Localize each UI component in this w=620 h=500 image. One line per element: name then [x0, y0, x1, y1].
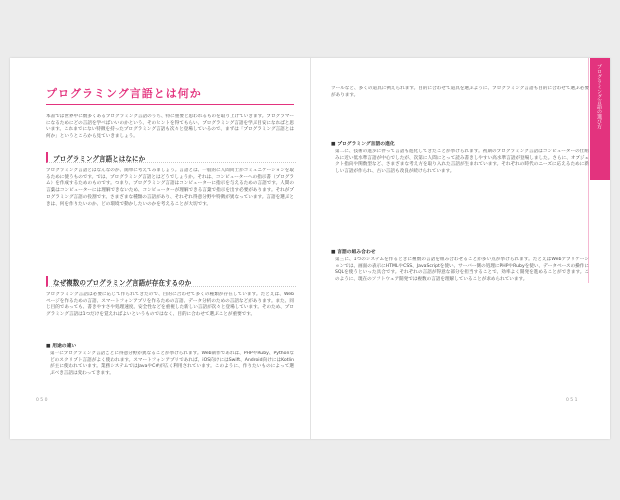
- subsection-heading: ■ プログラミング言語の進化: [331, 142, 395, 147]
- thumb-index-rule: [588, 58, 589, 283]
- section-heading: [46, 276, 296, 287]
- page-number-right: 0 5 1: [566, 398, 578, 403]
- continued-paragraph: ツールなど、多くの道具に例えられます。目的に合わせて道具を選ぶように、プログラミング言語も目的に合わせて選ぶ必要があります。: [331, 86, 589, 98]
- chapter-title: プログラミング言語とは何か: [46, 85, 294, 105]
- subsection-body: 第一にプログラミング言語ごとに得意分野が異なることが挙げられます。Web制作であれば、PHPやRuby、Pythonなどのスクリプト言語がよく使われます。スマートフォンアプリであれば、iOS向けにはSwift、Android向けにはKotlinが主に使われています。業務システムではJavaやC#が広く利用されています。このように、作りたいものによって選ぶべき言語は変わってきます。: [50, 351, 294, 377]
- intro-paragraph: 本書では世界中に数多くあるプログラミング言語のうち、特に重要と思われるものを取り上げていきます。プログラマーになるためにどの言語を学べばいいのかという、そのヒントを得てもらい、プログラミング言語を学ぶ目安になればと思います。これまでにない特徴を持ったプログラミング言語も次々と登場しているので、まずは「プログラミング言語とは何か」というところから見ていきましょう。: [46, 114, 294, 140]
- section-heading-text: なぜ複数のプログラミング言語が存在するのか: [53, 279, 192, 287]
- thumb-index-tab: [590, 58, 610, 180]
- subsection-heading: ■ 言語の組み合わせ: [331, 250, 376, 255]
- section-body: プログラミング言語は必要に応じて作られてきたので、目的に合わせて多くの種類が存在しています。たとえば、Webページを作るための言語、スマートフォンアプリを作るための言語、データ分析のための言語などがあります。また、同じ目的であっても、書きやすさや処理速度、安全性などを重視した新しい言語が次々と登場しています。そのため、プログラミング言語は1つだけを覚えればよいというものではなく、目的に合わせて選ぶことが重要です。: [46, 292, 294, 318]
- left-page: [10, 58, 310, 439]
- section-body: プログラミング言語とはなんなのか、簡単に考えてみましょう。言語とは、一般的に人間同士がコミュニケーションを取るために使うものです。では、プログラミング言語とはどうでしょうか。それは、コンピューターへの指示書（プログラム）を作成するためのものです。つまり、プログラミング言語はコンピューターに指示を与えるための言語です。人間の言葉はコンピューターには理解できないため、コンピューターが理解できる言葉で指示を出す必要があります。それがプログラミング言語の役割です。さまざまな種類の言語があり、それぞれ得意分野や特徴が異なっています。言語を選ぶときは、何を作りたいのか、どの環境で動かしたいのかを考えることが大切です。: [46, 168, 294, 207]
- subsection-body: 第二に、技術の進歩に伴って言語も進化してきたことが挙げられます。初期のプログラミング言語はコンピューターの仕組みに近い低水準言語が中心でしたが、次第に人間にとって読み書きしやすい高水準言語が登場しました。さらに、オブジェクト指向や関数型など、さまざまな考え方を取り入れた言語が生まれています。それぞれの時代のニーズに応えるために新しい言語が作られ、古い言語も改良が続けられています。: [335, 149, 589, 175]
- subsection-heading: ■ 用途の違い: [46, 344, 77, 349]
- page-number-left: 0 5 0: [36, 398, 48, 403]
- subsection-body: 第三に、1つのシステムを作るときに複数の言語を組み合わせることが多い点が挙げられます。たとえばWebアプリケーションでは、画面の表示にHTMLやCSS、JavaScriptを使い、サーバー側の処理にPHPやRubyを使い、データベースの操作にSQLを使うといった具合です。それぞれの言語が得意な部分を担当することで、効率よく開発を進めることができます。このように、現在のソフトウェア開発では複数の言語を理解していることが求められています。: [335, 257, 589, 283]
- thumb-index-label: プログラミング言語の選び方: [596, 64, 602, 129]
- right-page: [311, 58, 610, 439]
- book-spread: [10, 58, 610, 439]
- section-heading-text: プログラミング言語とはなにか: [53, 155, 146, 163]
- section-heading: [46, 152, 296, 163]
